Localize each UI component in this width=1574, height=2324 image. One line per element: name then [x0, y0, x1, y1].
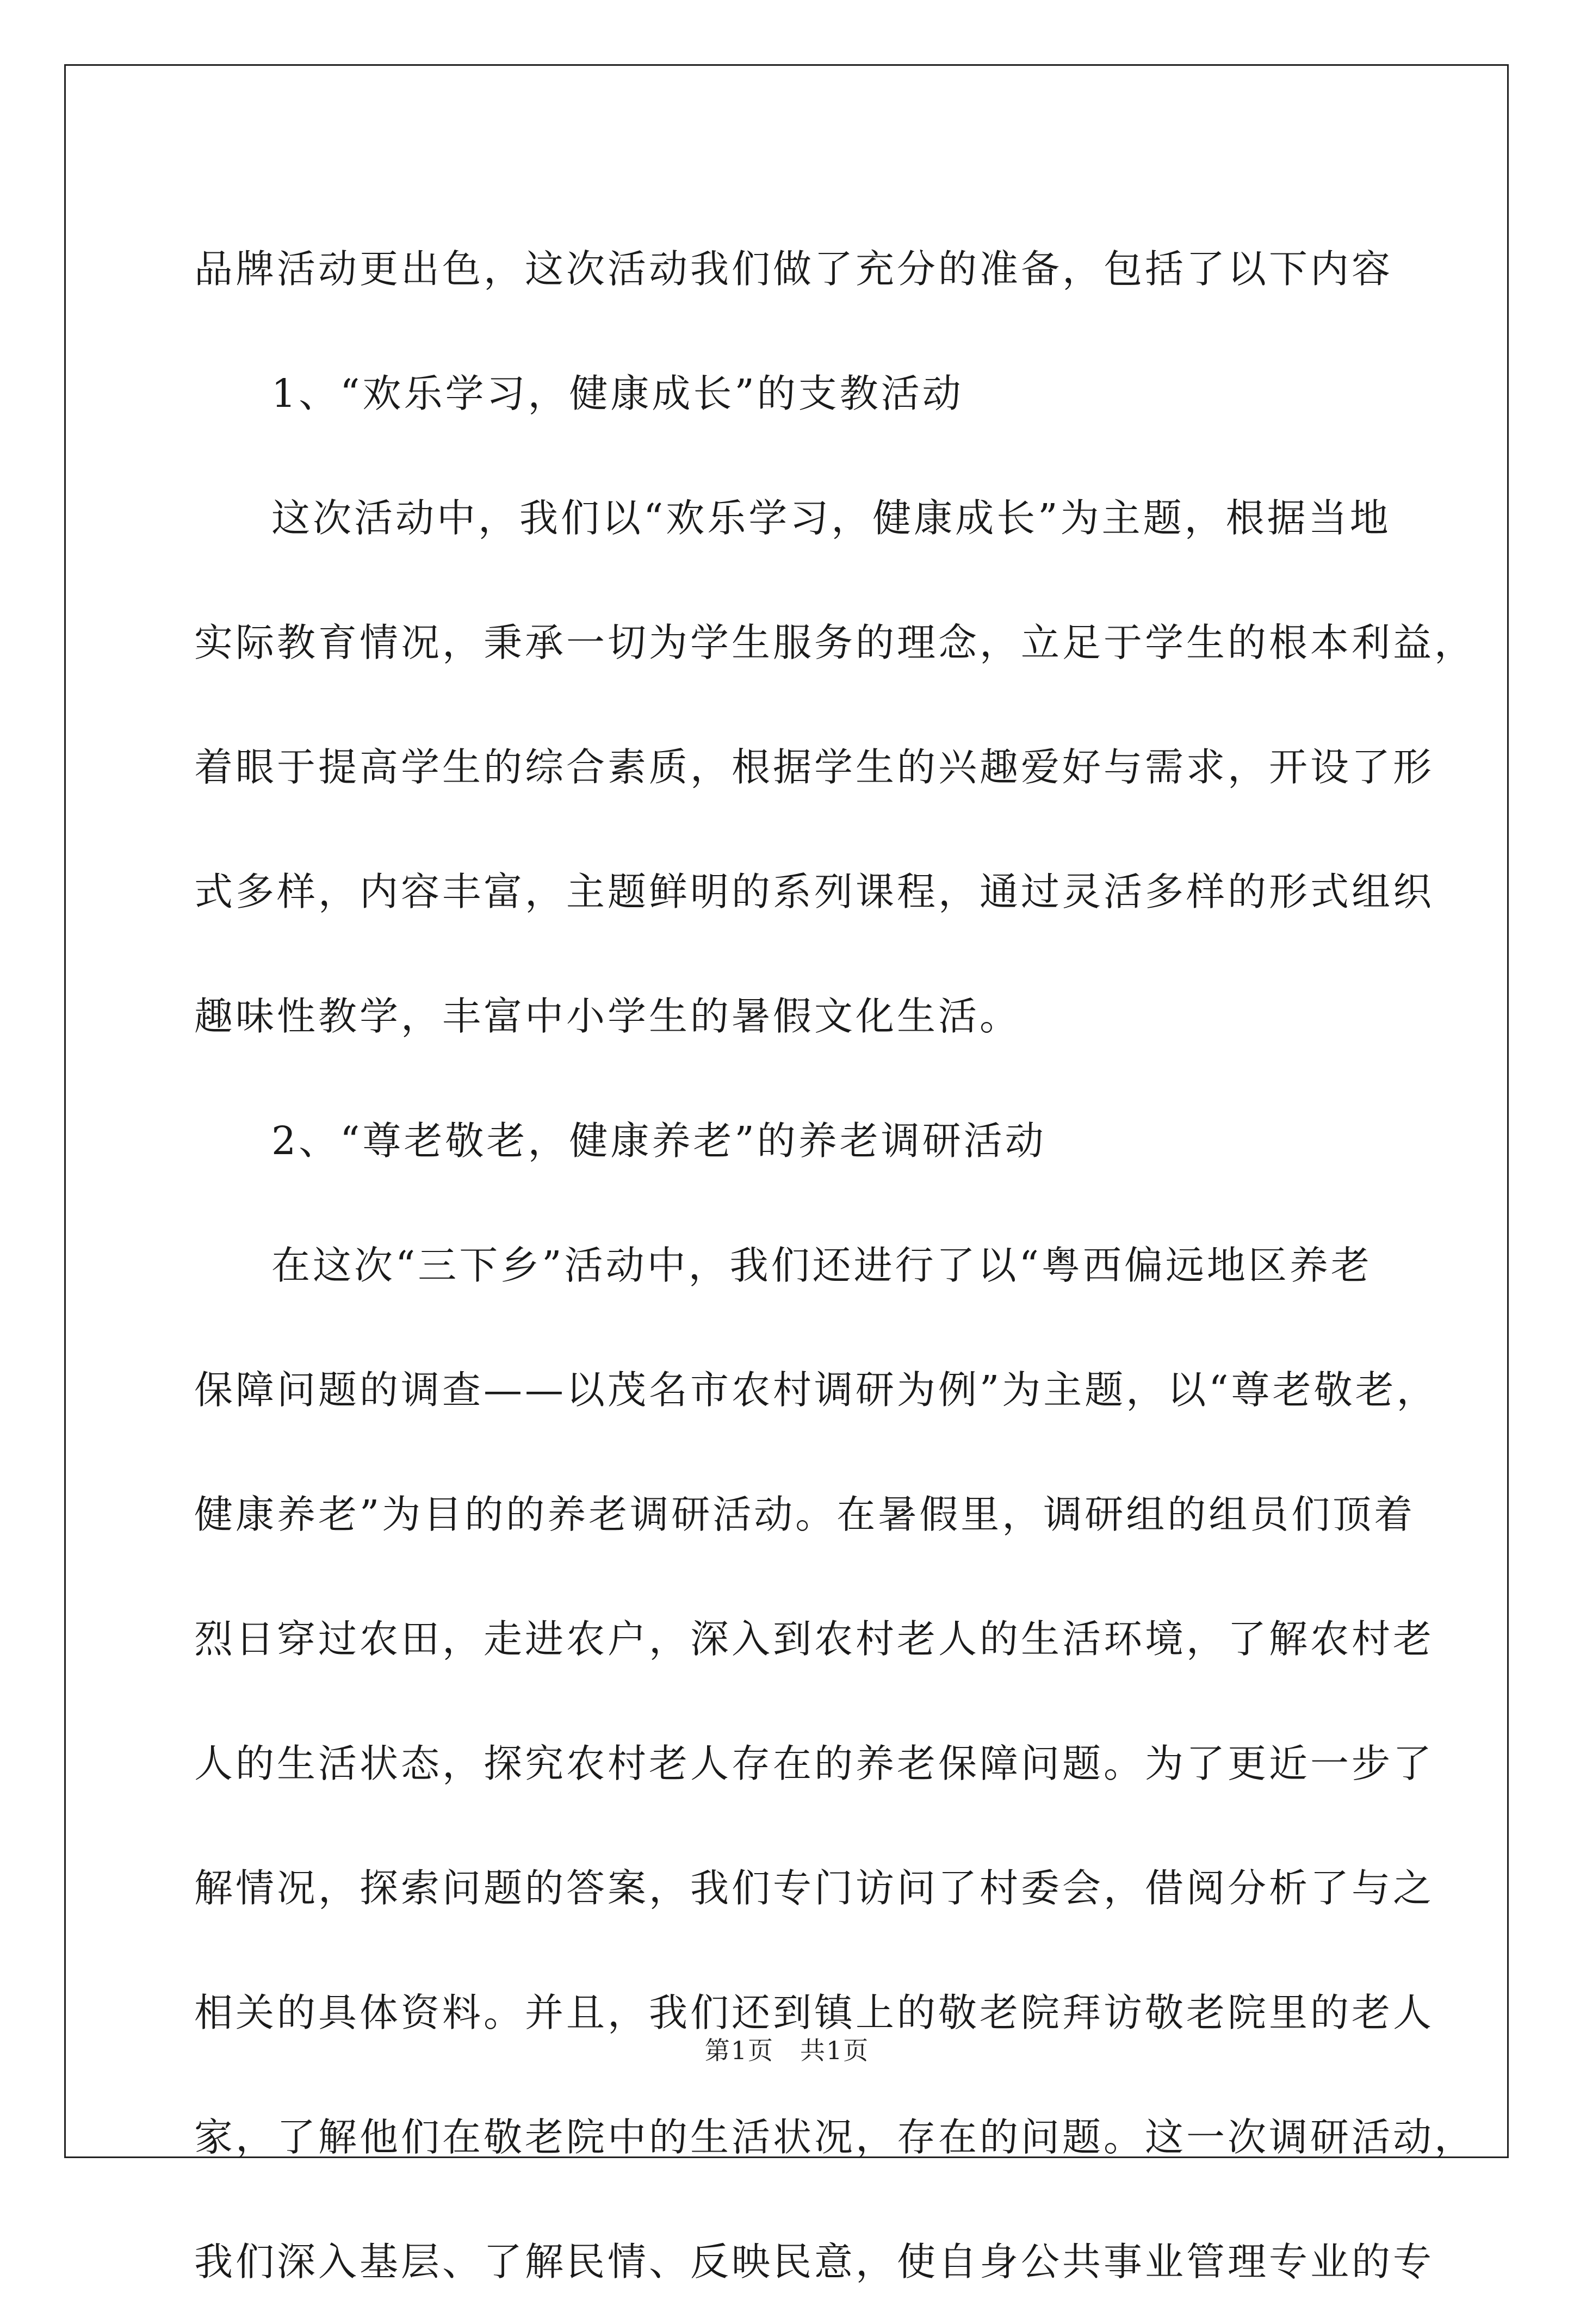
text-line: 实际教育情况，秉承一切为学生服务的理念，立足于学生的根本利益，	[194, 620, 1476, 665]
text-line: 家，了解他们在敬老院中的生活状况，存在的问题。这一次调研活动，	[194, 2115, 1476, 2160]
text-line: 着眼于提高学生的综合素质，根据学生的兴趣爱好与需求，开设了形	[194, 745, 1435, 790]
text-line: 趣味性教学，丰富中小学生的暑假文化生活。	[194, 994, 1021, 1039]
text-line: 相关的具体资料。并且，我们还到镇上的敬老院拜访敬老院里的老人	[194, 1990, 1435, 2035]
text-line: 烈日穿过农田，走进农户，深入到农村老人的生活环境，了解农村老	[194, 1616, 1435, 1662]
page-number-footer: 第1页 共1页	[704, 2036, 870, 2065]
text-line: 解情况，探索问题的答案，我们专门访问了村委会，借阅分析了与之	[194, 1866, 1435, 1911]
text-line: 健康养老”为目的的养老调研活动。在暑假里，调研组的组员们顶着	[194, 1492, 1416, 1537]
text-line: 人的生活状态，探究农村老人存在的养老保障问题。为了更近一步了	[194, 1741, 1435, 1786]
document-body	[194, 207, 1476, 2324]
text-line: 式多样，内容丰富，主题鲜明的系列课程，通过灵活多样的形式组织	[194, 869, 1435, 914]
text-line: 品牌活动更出色，这次活动我们做了充分的准备，包括了以下内容	[194, 246, 1393, 292]
text-line: 1、“欢乐学习，健康成长”的支教活动	[271, 371, 964, 416]
text-line: 保障问题的调查——以茂名市农村调研为例”为主题，以“尊老敬老，	[194, 1367, 1438, 1412]
text-line: 2、“尊老敬老，健康养老”的养老调研活动	[271, 1118, 1046, 1163]
text-line: 在这次“三下乡”活动中，我们还进行了以“粤西偏远地区养老	[271, 1243, 1372, 1288]
text-line: 我们深入基层、了解民情、反映民意，使自身公共事业管理专业的专	[194, 2239, 1435, 2284]
text-line: 这次活动中，我们以“欢乐学习，健康成长”为主题，根据当地	[271, 495, 1391, 541]
